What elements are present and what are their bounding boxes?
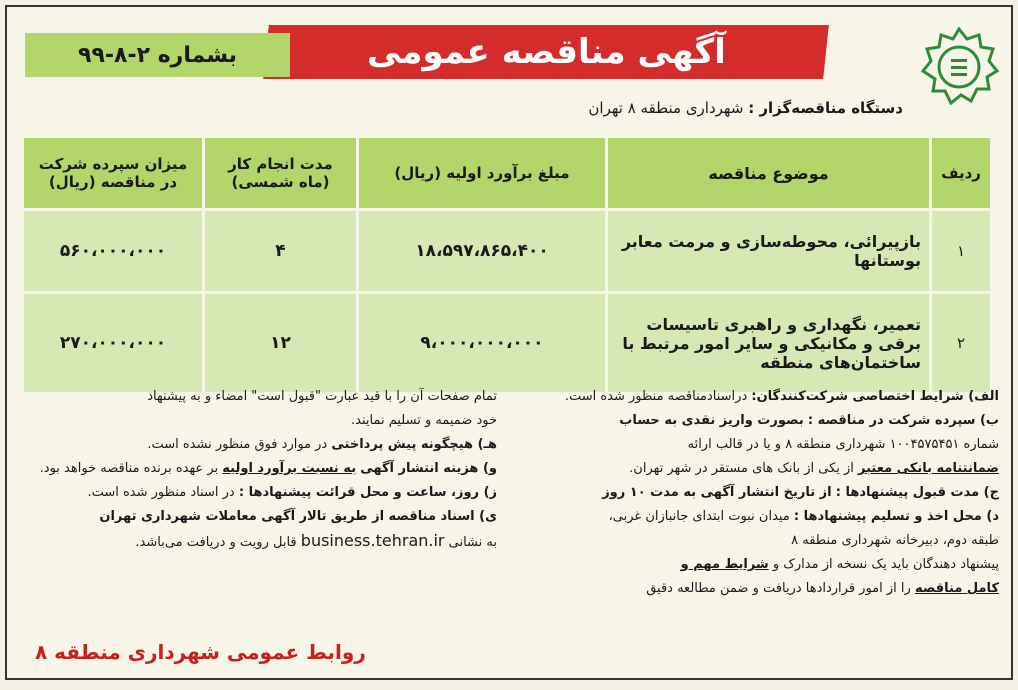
- clause-d-line4: [509, 577, 999, 601]
- table-row: [24, 211, 990, 291]
- header-duration: مدت انجام کار (ماه شمسی): [205, 138, 356, 208]
- header-estimate: مبلغ برآورد اولیه (ریال): [359, 138, 605, 208]
- clause-b-guarantee: ضمانتنامه بانکی معتبر: [858, 461, 999, 476]
- clause-a-text: دراسنادمناقصه منظور شده است.: [564, 389, 748, 404]
- clause-y-bold: تالار آگهی معاملات شهرداری تهران: [99, 509, 327, 524]
- clause-h-text: در موارد فوق منظور نشده است.: [147, 437, 328, 452]
- authority-value: شهرداری منطقه ۸ تهران: [588, 99, 744, 117]
- conditions-right-column: [509, 385, 999, 601]
- clause-h-label: هـ) هیچگونه پیش پرداختی: [331, 437, 497, 452]
- tehran-municipality-logo-icon: [917, 25, 1001, 109]
- clause-d: [509, 505, 999, 529]
- cell-row-number: ۲: [932, 294, 990, 392]
- notice-title-banner: [263, 25, 829, 79]
- notice-number-box: [25, 33, 290, 77]
- clause-d-text4b: را از امور قراردادها دریافت و ضمن مطالعه دقیق: [646, 581, 911, 596]
- clause-d-text3a: پیشنهاد دهندگان باید یک نسخه از مدارک و: [772, 557, 999, 572]
- table-header-row: [24, 138, 990, 208]
- clause-c-text: از تاریخ انتشار آگهی به مدت ۱۰ روز: [602, 485, 832, 500]
- clause-w-text2: بر عهده برنده مناقصه خواهد بود.: [39, 461, 219, 476]
- cell-estimate: ۱۸،۵۹۷،۸۶۵،۴۰۰: [359, 211, 605, 291]
- clause-y-label: ی) اسناد مناقصه از طریق: [330, 509, 497, 524]
- authority-label: دستگاه مناقصه‌گزار :: [748, 99, 903, 117]
- clause-y-text2: قابل رویت و دریافت می‌باشد.: [135, 535, 297, 550]
- clause-d-label: د) محل اخذ و تسلیم پیشنهادها :: [793, 509, 999, 524]
- clause-w-text1: به نسبت برآورد اولیه: [222, 461, 357, 476]
- clause-d-text4a: کامل مناقصه: [914, 581, 999, 596]
- public-relations-signature: روابط عمومی شهرداری منطقه ۸: [35, 640, 366, 664]
- cell-subject: بازپیرائی، محوطه‌سازی و مرمت معابر بوستانها: [608, 211, 929, 291]
- clause-b-line2: شماره ۱۰۰۴۵۷۵۴۵۱ شهرداری منطقه ۸ و یا در قالب ارائه: [687, 437, 999, 452]
- notice-title: آگهی مناقصه عمومی: [366, 32, 726, 72]
- clause-y: [21, 505, 497, 529]
- cell-deposit: ۵۶۰،۰۰۰،۰۰۰: [24, 211, 202, 291]
- cell-duration: ۱۲: [205, 294, 356, 392]
- clause-b-label: ب) سپرده شرکت در مناقصه :: [807, 413, 999, 428]
- clause-b-banks: از یکی از بانک های مستقر در شهر تهران.: [629, 461, 854, 476]
- clause-y-text1: به نشانی: [448, 535, 497, 550]
- clause-w: [21, 457, 497, 481]
- clause-d-line2: طبقه دوم، دبیرخانه شهرداری منطقه ۸: [791, 533, 999, 548]
- clause-h: [21, 433, 497, 457]
- clause-w-label: و) هزینه انتشار آگهی: [360, 461, 497, 476]
- continuation-line1: تمام صفحات آن را با قید عبارت "قبول است" امضاء و به پیشنهاد: [147, 389, 497, 404]
- header-deposit: میزان سپرده شرکت در مناقصه (ریال): [24, 138, 202, 208]
- cell-duration: ۴: [205, 211, 356, 291]
- cell-estimate: ۹،۰۰۰،۰۰۰،۰۰۰: [359, 294, 605, 392]
- clause-b-line3: [509, 457, 999, 481]
- clause-b-text1: بصورت واریز نقدی به حساب: [619, 413, 804, 428]
- clause-b: [509, 409, 999, 433]
- clause-z-text: در اسناد منظور شده است.: [87, 485, 235, 500]
- clause-y-url[interactable]: business.tehran.ir: [300, 531, 445, 550]
- cell-row-number: ۱: [932, 211, 990, 291]
- clause-c-label: ج) مدت قبول پیشنهادها :: [835, 485, 999, 500]
- clause-a-label: الف) شرایط اختصاصی شرکت‌کنندگان:: [751, 389, 999, 404]
- tender-table: [21, 135, 993, 395]
- notice-number: بشماره ۲-۸-۹۹: [78, 42, 237, 68]
- cell-deposit: ۲۷۰،۰۰۰،۰۰۰: [24, 294, 202, 392]
- header-subject: موضوع مناقصه: [608, 138, 929, 208]
- clause-z: [21, 481, 497, 505]
- clause-z-label: ز) روز، ساعت و محل قرائت پیشنهادها :: [238, 485, 497, 500]
- tender-notice: [5, 5, 1013, 680]
- clause-d-text1: میدان نبوت ابتدای جانبازان غربی،: [608, 509, 790, 524]
- clause-a: [509, 385, 999, 409]
- table-row: [24, 294, 990, 392]
- tendering-authority: [588, 99, 903, 117]
- clause-c: [509, 481, 999, 505]
- header-row-number: ردیف: [932, 138, 990, 208]
- clause-d-text3b: شرایط مهم و: [680, 557, 769, 572]
- continuation-line2: خود ضمیمه و تسلیم نمایند.: [351, 413, 497, 428]
- conditions-left-column: [21, 385, 497, 555]
- clause-d-line3: [509, 553, 999, 577]
- clause-y-line2: [21, 529, 497, 555]
- cell-subject: تعمیر، نگهداری و راهبری تاسیسات برقی و مکانیکی و سایر امور مرتبط با ساختمان‌های منطقه: [608, 294, 929, 392]
